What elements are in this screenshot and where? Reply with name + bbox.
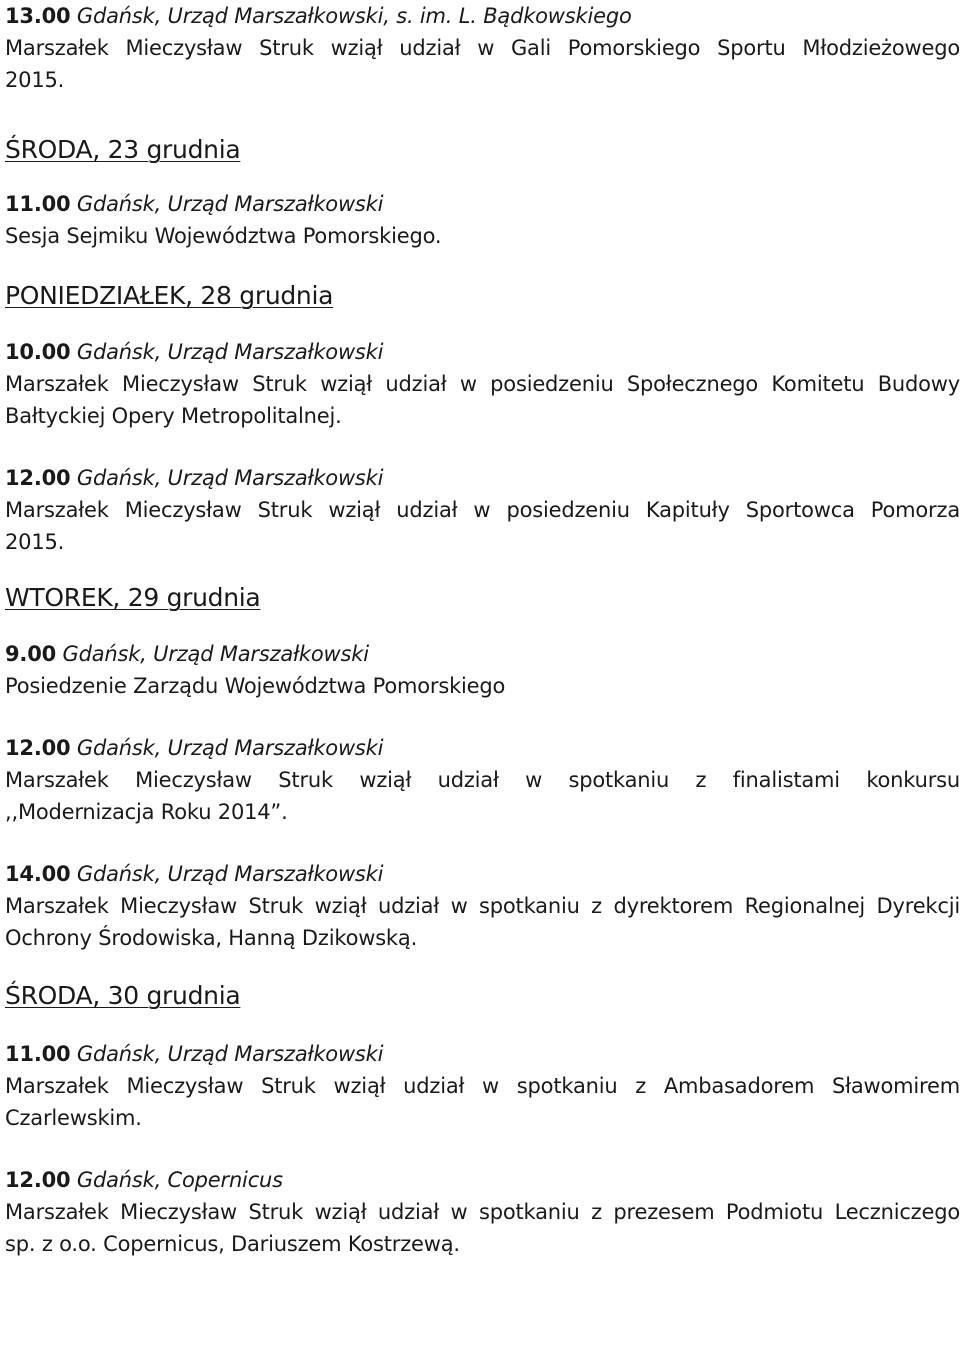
day-heading: ŚRODA, 30 grudnia: [5, 981, 241, 1010]
event-entry: [5, 1038, 960, 1134]
event-description: Marszałek Mieczysław Struk wziął udział w Gali Pomorskiego Sportu Młodzieżowego: [5, 36, 960, 60]
event-description: Marszałek Mieczysław Struk wziął udział w spotkaniu z Ambasadorem Sławomirem: [5, 1074, 960, 1098]
event-entry: [5, 462, 960, 558]
event-description-continued: 2015.: [5, 68, 65, 92]
event-entry: [5, 336, 960, 432]
event-description-continued: sp. z o.o. Copernicus, Dariuszem Kostrzewą.: [5, 1232, 460, 1256]
event-entry: [5, 638, 960, 702]
event-entry: [5, 732, 960, 828]
event-header: [5, 1038, 960, 1070]
event-description: Marszałek Mieczysław Struk wziął udział w posiedzeniu Społecznego Komitetu Budowy: [5, 372, 960, 396]
event-time: 13.00: [5, 4, 71, 28]
event-description: Marszałek Mieczysław Struk wziął udział w spotkaniu z prezesem Podmiotu Leczniczego: [5, 1200, 960, 1224]
event-place: Gdańsk, Urząd Marszałkowski, s. im. L. Bądkowskiego: [76, 4, 632, 28]
event-description-continued: Bałtyckiej Opery Metropolitalnej.: [5, 404, 342, 428]
event-entry: [5, 188, 960, 252]
event-time: 12.00: [5, 466, 71, 490]
event-place: Gdańsk, Urząd Marszałkowski: [76, 340, 384, 364]
event-time: 11.00: [5, 192, 71, 216]
event-description-continued: Czarlewskim.: [5, 1106, 142, 1130]
event-place: Gdańsk, Urząd Marszałkowski: [76, 1042, 384, 1066]
event-header: [5, 188, 960, 220]
event-time: 12.00: [5, 1168, 71, 1192]
event-entry: [5, 858, 960, 954]
day-heading: ŚRODA, 23 grudnia: [5, 135, 241, 164]
event-header: [5, 462, 960, 494]
day-heading: WTOREK, 29 grudnia: [5, 583, 261, 612]
day-heading: PONIEDZIAŁEK, 28 grudnia: [5, 281, 334, 310]
event-description: Marszałek Mieczysław Struk wziął udział w spotkaniu z dyrektorem Regionalnej Dyrekcji: [5, 894, 960, 918]
event-description-continued: 2015.: [5, 530, 65, 554]
event-place: Gdańsk, Urząd Marszałkowski: [76, 736, 384, 760]
event-header: [5, 732, 960, 764]
event-time: 10.00: [5, 340, 71, 364]
event-entry: [5, 0, 960, 96]
event-time: 12.00: [5, 736, 71, 760]
event-header: [5, 336, 960, 368]
event-place: Gdańsk, Urząd Marszałkowski: [76, 862, 384, 886]
event-place: Gdańsk, Urząd Marszałkowski: [62, 642, 369, 666]
event-place: Gdańsk, Urząd Marszałkowski: [76, 466, 384, 490]
event-time: 11.00: [5, 1042, 71, 1066]
event-header: [5, 0, 960, 32]
event-time: 14.00: [5, 862, 71, 886]
event-entry: [5, 1164, 960, 1260]
event-header: [5, 858, 960, 890]
event-description: Posiedzenie Zarządu Województwa Pomorskiego: [5, 674, 506, 698]
event-description: Marszałek Mieczysław Struk wziął udział w posiedzeniu Kapituły Sportowca Pomorza: [5, 498, 960, 522]
event-place: Gdańsk, Copernicus: [76, 1168, 283, 1192]
event-place: Gdańsk, Urząd Marszałkowski: [76, 192, 384, 216]
event-description-continued: Ochrony Środowiska, Hanną Dzikowską.: [5, 926, 418, 950]
event-description: Marszałek Mieczysław Struk wziął udział w spotkaniu z finalistami konkursu: [5, 768, 960, 792]
event-header: [5, 638, 960, 670]
event-description-continued: ,,Modernizacja Roku 2014”.: [5, 800, 288, 824]
event-time: 9.00: [5, 642, 57, 666]
event-header: [5, 1164, 960, 1196]
schedule-document: [5, 0, 960, 1260]
event-description: Sesja Sejmiku Województwa Pomorskiego.: [5, 224, 442, 248]
